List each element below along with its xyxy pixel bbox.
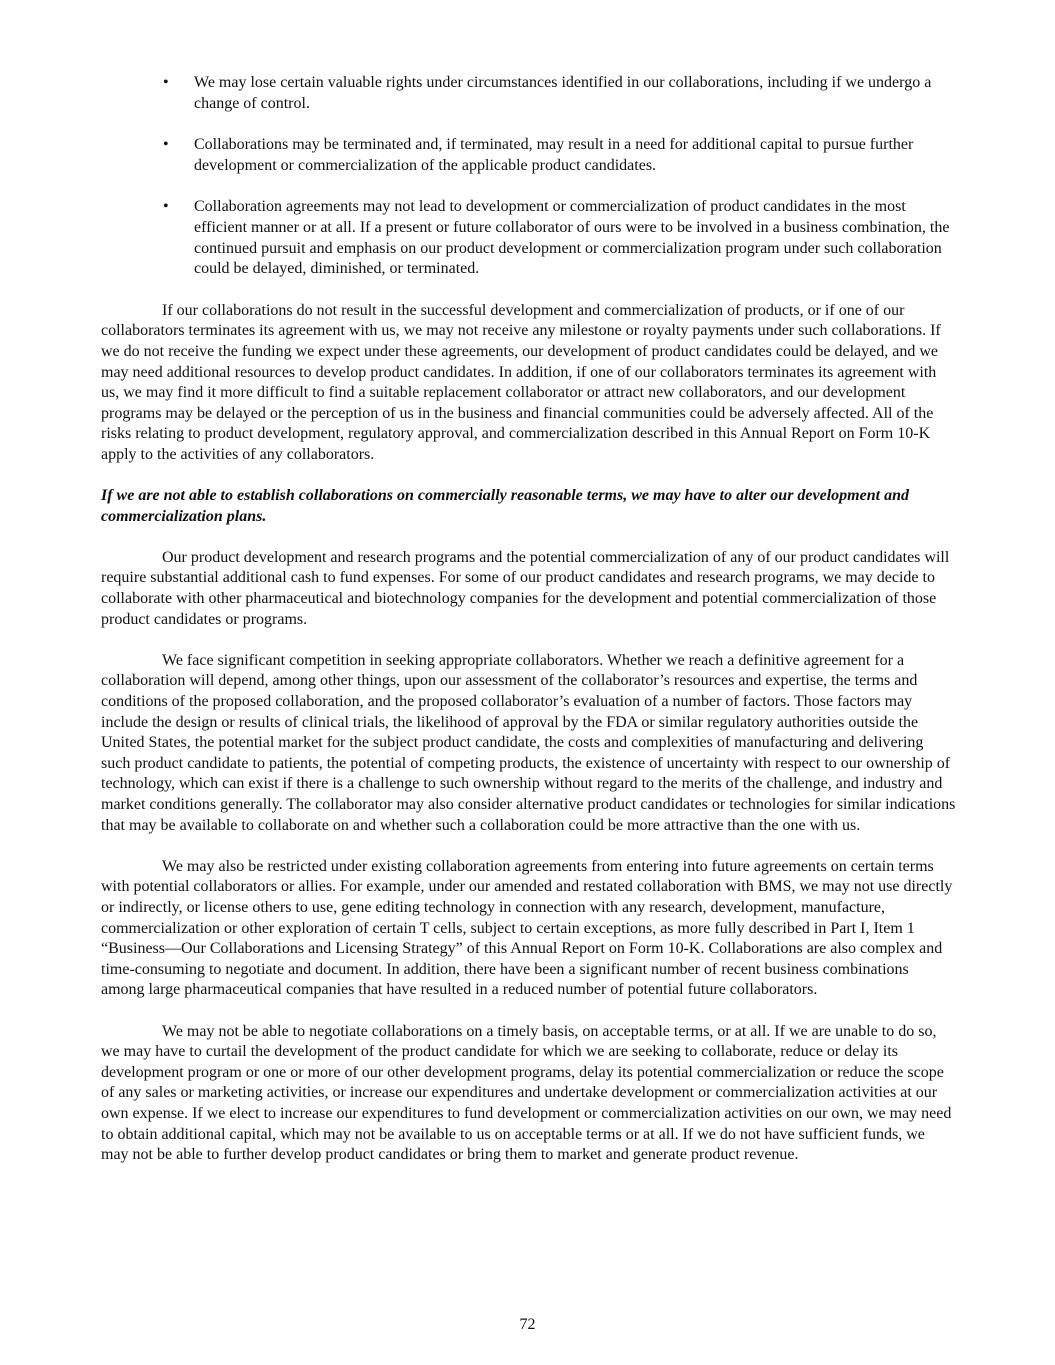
risk-bullet-list [101, 73, 956, 280]
bullet-icon: • [163, 136, 169, 154]
paragraph-funding-needs: Our product development and research programs and the potential commercialization of any of our product candidates will require substantial additional cash to fund expenses. For some of our product candidates and research programs, we may decide to collaborate with other pharmaceutical and biotechnology companies for the development and potential commercialization of those product candidates or programs. [101, 548, 950, 628]
bullet-icon: • [163, 198, 169, 216]
paragraph-collaboration-failure: If our collaborations do not result in the successful development and commercialization of products, or if one of our collaborators terminates its agreement with us, we may not receive any milestone or royalty payments under such collaborations. If we do not receive the funding we expect under these agreements, our development of product candidates could be delayed, and we may need additional resources to develop product candidates. In addition, if one of our collaborators terminates its agreement with us, we may find it more difficult to find a suitable replacement collaborator or attract new collaborators, and our development programs may be delayed or the perception of us in the business and financial communities could be adversely affected. All of the risks relating to product development, regulatory approval, and commercialization described in this Annual Report on Form 10-K apply to the activities of any collaborators. [101, 301, 941, 463]
paragraph-restrictions: We may also be restricted under existing collaboration agreements from entering into future agreements on certain terms with potential collaborators or allies. For example, under our amended and restated collaboration with BMS, we may not use directly or indirectly, or license others to use, gene editing technology in connection with any research, development, manufacture, commercialization or other exploration of certain T cells, subject to certain exceptions, as more fully described in Part I, Item 1 “Business—Our Collaborations and Licensing Strategy” of this Annual Report on Form 10-K. Collaborations are also complex and time-consuming to negotiate and document. In addition, there have been a significant number of recent business combinations among large pharmaceutical companies that have resulted in a reduced number of potential future collaborators. [101, 857, 953, 999]
bullet-item-efficiency [101, 197, 956, 279]
bullet-icon: • [163, 74, 169, 91]
bullet-text: Collaborations may be terminated and, if terminated, may result in a need for additional capital to pursue further development or commercialization of the applicable product candidates. [194, 136, 914, 174]
bullet-text: Collaboration agreements may not lead to development or commercialization of product candidates in the most efficient manner or at all. If a present or future collaborator of ours were to be involved in a business combination, the continued pursuit and emphasis on our product development or commercialization program under such collaboration could be delayed, diminished, or terminated. [194, 198, 950, 278]
paragraph-competition: We face significant competition in seeking appropriate collaborators. Whether we reach a definitive agreement for a collaboration will depend, among other things, upon our assessment of the collaborator’s resources and expertise, the terms and conditions of the proposed collaboration, and the proposed collaborator’s evaluation of a number of factors. Those factors may include the design or results of clinical trials, the likelihood of approval by the FDA or similar regulatory authorities outside the United States, the potential market for the subject product candidate, the costs and complexities of manufacturing and delivering such product candidate to patients, the potential of competing products, the existence of uncertainty with respect to our ownership of technology, which can exist if there is a challenge to such ownership without regard to the merits of the challenge, and industry and market conditions generally. The collaborator may also consider alternative product candidates or technologies for similar indications that may be available to collaborate on and whether such a collaboration could be more attractive than the one with us. [101, 651, 956, 834]
document-page [101, 73, 956, 1186]
page-number: 72 [519, 1316, 536, 1333]
bullet-text: We may lose certain valuable rights under circumstances identified in our collaborations, including if we undergo a change of control. [194, 74, 932, 112]
bullet-item-termination [101, 135, 956, 176]
bullet-item-change-of-control [101, 73, 956, 114]
paragraph-negotiation: We may not be able to negotiate collaborations on a timely basis, on acceptable terms, or at all. If we are unable to do so, we may have to curtail the development of the product candidate for which we are seeking to collaborate, reduce or delay its development program or one or more of our other development programs, delay its potential commercialization or reduce the scope of any sales or marketing activities, or increase our expenditures and undertake development or commercialization activities at our own expense. If we elect to increase our expenditures to fund development or commercialization activities on our own, we may need to obtain additional capital, which may not be available to us on acceptable terms or at all. If we do not have sufficient funds, we may not be able to further develop product candidates or bring them to market and generate product revenue. [101, 1022, 952, 1164]
section-heading: If we are not able to establish collaborations on commercially reasonable terms, we may have to alter our development and commercialization plans. [101, 487, 909, 525]
